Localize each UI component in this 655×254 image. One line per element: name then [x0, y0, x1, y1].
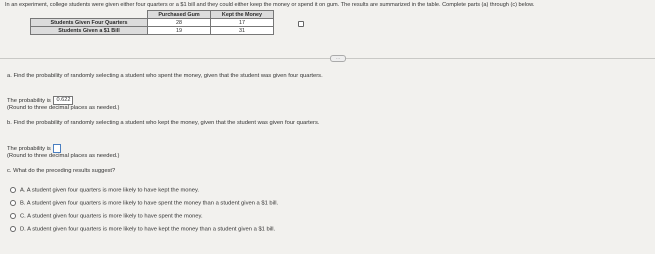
table-corner [31, 11, 148, 19]
part-a-answer-line [7, 96, 73, 105]
part-b-question: b. Find the probability of randomly selecting a student who kept the money, given that the student was given four quarters. [7, 120, 320, 126]
table-row [31, 19, 274, 27]
option-label: D. A student given four quarters is more likely to have kept the money than a student given a $1 bill. [20, 226, 276, 233]
part-a-answer-field[interactable]: 0.622 [53, 96, 73, 105]
part-a-rounding-note: (Round to three decimal places as needed.) [7, 105, 120, 111]
column-header: Kept the Money [211, 11, 274, 19]
problem-intro: In an experiment, college students were given either four quarters or a $1 bill and they could either keep the money or spend it on gum. The results are summarized in the table. Complete parts (a) through (c) below. [5, 2, 535, 8]
row-header: Students Given a $1 Bill [31, 27, 148, 35]
part-c-question: c. What do the preceding results suggest? [7, 168, 116, 174]
option-b[interactable] [10, 200, 278, 208]
option-a[interactable] [10, 187, 199, 195]
radio-button[interactable] [10, 187, 16, 193]
option-d[interactable] [10, 226, 275, 234]
table-cell: 19 [148, 27, 211, 35]
table-cell: 17 [211, 19, 274, 27]
data-table [30, 10, 274, 35]
radio-button[interactable] [10, 213, 16, 219]
column-header: Purchased Gum [148, 11, 211, 19]
table-row [31, 27, 274, 35]
part-b-answer-prefix: The probability is [7, 146, 51, 153]
radio-button[interactable] [10, 200, 16, 206]
part-b-answer-field[interactable] [53, 144, 61, 153]
row-header: Students Given Four Quarters [31, 19, 148, 27]
part-a-question: a. Find the probability of randomly selecting a student who spent the money, given that the student was given four quarters. [7, 73, 323, 79]
option-label: B. A student given four quarters is more likely to have spent the money than a student given a $1 bill. [20, 200, 279, 207]
copy-table-icon[interactable] [298, 21, 304, 27]
option-label: C. A student given four quarters is more likely to have spent the money. [20, 213, 203, 220]
table-header-row [31, 11, 274, 19]
section-divider [0, 58, 655, 59]
part-a-answer-prefix: The probability is [7, 98, 51, 105]
option-label: A. A student given four quarters is more likely to have kept the money. [20, 187, 200, 194]
part-b-rounding-note: (Round to three decimal places as needed.) [7, 153, 120, 159]
expand-handle[interactable]: ··· [330, 55, 346, 62]
radio-button[interactable] [10, 226, 16, 232]
table-cell: 28 [148, 19, 211, 27]
table-cell: 31 [211, 27, 274, 35]
part-b-answer-line [7, 144, 61, 153]
option-c[interactable] [10, 213, 203, 221]
